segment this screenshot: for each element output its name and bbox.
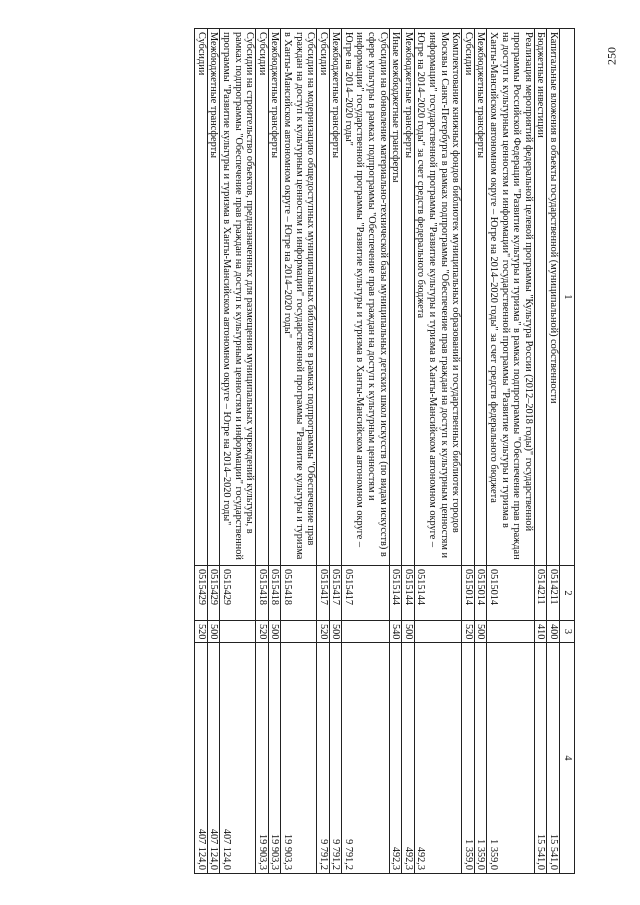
row-expense-type: 500 <box>402 621 415 643</box>
row-expense-type: 500 <box>207 621 220 643</box>
row-amount: 9 791,2 <box>317 643 330 874</box>
row-name: Капитальные вложения в объекты государственной (муниципальной) собственности <box>547 29 560 566</box>
row-expense-type: 410 <box>534 621 547 643</box>
row-expense-type <box>281 621 317 643</box>
row-amount: 407 124,0 <box>195 643 208 874</box>
row-amount: 407 124,0 <box>207 643 220 874</box>
row-amount: 1 359,0 <box>487 643 534 874</box>
table-row <box>268 29 281 874</box>
row-name: Межбюджетные трансферты <box>207 29 220 566</box>
row-target-code: 0515418 <box>281 566 317 621</box>
row-expense-type <box>414 621 461 643</box>
row-amount: 15 541,0 <box>534 643 547 874</box>
row-expense-type: 500 <box>329 621 342 643</box>
row-expense-type: 400 <box>547 621 560 643</box>
row-amount: 1 359,0 <box>462 643 475 874</box>
row-name: Субсидии <box>256 29 269 566</box>
rotated-page-content <box>95 28 575 873</box>
row-target-code: 0515144 <box>414 566 461 621</box>
table-header-row <box>560 29 575 874</box>
row-name: Субсидии <box>317 29 330 566</box>
row-target-code: 0515014 <box>474 566 487 621</box>
row-expense-type: 500 <box>268 621 281 643</box>
table-row <box>342 29 389 874</box>
row-name: Субсидии на обновление материально-технической базы муниципальных детских школ искусств (по видам искусств) в сфере культуры в рамках подпрограммы "Обеспечение прав граждан на доступ к культурным ценностям и информации" государственной программы "Развитие культуры и туризма в Ханты-Мансийском автономном округе – Югре на 2014–2020 годы" <box>342 29 389 566</box>
table-row <box>474 29 487 874</box>
header-col-3: 3 <box>560 621 575 643</box>
row-name: Субсидии <box>195 29 208 566</box>
table-row <box>256 29 269 874</box>
row-amount: 9 791,2 <box>342 643 389 874</box>
row-expense-type <box>342 621 389 643</box>
row-target-code: 0515144 <box>402 566 415 621</box>
row-name: Межбюджетные трансферты <box>268 29 281 566</box>
row-target-code: 0515429 <box>195 566 208 621</box>
row-target-code: 0515429 <box>207 566 220 621</box>
row-amount: 19 903,3 <box>268 643 281 874</box>
row-expense-type: 500 <box>474 621 487 643</box>
row-target-code: 0515144 <box>389 566 402 621</box>
row-name: Бюджетные инвестиции <box>534 29 547 566</box>
table-row <box>487 29 534 874</box>
table-row <box>402 29 415 874</box>
row-target-code: 0515417 <box>342 566 389 621</box>
table-row <box>281 29 317 874</box>
row-name: Межбюджетные трансферты <box>329 29 342 566</box>
row-name: Межбюджетные трансферты <box>402 29 415 566</box>
row-expense-type: 520 <box>195 621 208 643</box>
table-row <box>317 29 330 874</box>
header-col-4: 4 <box>560 643 575 874</box>
row-expense-type <box>487 621 534 643</box>
row-expense-type: 540 <box>389 621 402 643</box>
table-row <box>462 29 475 874</box>
row-amount: 19 903,3 <box>281 643 317 874</box>
table-row <box>534 29 547 874</box>
row-target-code: 0515014 <box>487 566 534 621</box>
row-name: Субсидии <box>462 29 475 566</box>
header-col-2: 2 <box>560 566 575 621</box>
row-amount: 15 541,0 <box>547 643 560 874</box>
row-name: Межбюджетные трансферты <box>474 29 487 566</box>
table-row <box>547 29 560 874</box>
row-expense-type: 520 <box>462 621 475 643</box>
table-row <box>329 29 342 874</box>
row-target-code: 0514211 <box>534 566 547 621</box>
row-name: Субсидии на модернизацию общедоступных муниципальных библиотек в рамках подпрограммы "Обеспечение прав граждан на доступ к культурным ценностям и информации" государственной программы "Развитие культуры и туризма в Ханты-Мансийском автономном округе – Югре на 2014–2020 годы" <box>281 29 317 566</box>
table-row <box>414 29 461 874</box>
row-name: Реализация мероприятий федеральной целевой программы "Культура России (2012–2018 годы)" государственной программы Российской Федерации "Развитие культуры и туризма" в рамках подпрограммы "Обеспечение прав граждан на доступ к культурным ценностям и информации" государственной программы "Развитие культуры и туризма в Ханты-Мансийском автономном округе – Югре на 2014–2020 годы" за счет средств федерального бюджета <box>487 29 534 566</box>
row-expense-type <box>220 621 256 643</box>
table-row <box>220 29 256 874</box>
table-row <box>207 29 220 874</box>
row-target-code: 0515014 <box>462 566 475 621</box>
row-amount: 492,3 <box>414 643 461 874</box>
row-amount: 492,3 <box>402 643 415 874</box>
row-expense-type: 520 <box>256 621 269 643</box>
row-amount: 407 124,0 <box>220 643 256 874</box>
budget-table <box>194 28 575 874</box>
row-amount: 1 359,0 <box>474 643 487 874</box>
budget-table-body <box>195 29 575 874</box>
row-amount: 9 791,2 <box>329 643 342 874</box>
row-name: Субсидии на строительство объектов, предназначенных для размещения муниципальных учреждений культуры, в рамках подпрограммы "Обеспечение прав граждан на доступ к культурным ценностям и информации" государственной программы "Развитие культуры и туризма в Ханты-Мансийском автономном округе – Югре на 2014–2020 годы" <box>220 29 256 566</box>
row-amount: 19 903,3 <box>256 643 269 874</box>
row-expense-type: 520 <box>317 621 330 643</box>
row-name: Иные межбюджетные трансферты <box>389 29 402 566</box>
row-amount: 492,3 <box>389 643 402 874</box>
page-number: 250 <box>604 47 619 65</box>
table-row <box>195 29 208 874</box>
row-name: Комплектование книжных фондов библиотек муниципальных образований и государственных библиотек городов Москвы и Санкт-Петербурга в рамках подпрограммы "Обеспечение прав граждан на доступ к культурным ценностям и информации" государственной программы "Развитие культуры и туризма в Ханты-Мансийском автономном округе – Югре на 2014–2020 годы" за счет средств федерального бюджета <box>414 29 461 566</box>
row-target-code: 0515429 <box>220 566 256 621</box>
row-target-code: 0515417 <box>329 566 342 621</box>
table-row <box>389 29 402 874</box>
row-target-code: 0514211 <box>547 566 560 621</box>
row-target-code: 0515418 <box>268 566 281 621</box>
row-target-code: 0515417 <box>317 566 330 621</box>
row-target-code: 0515418 <box>256 566 269 621</box>
header-col-1: 1 <box>560 29 575 566</box>
